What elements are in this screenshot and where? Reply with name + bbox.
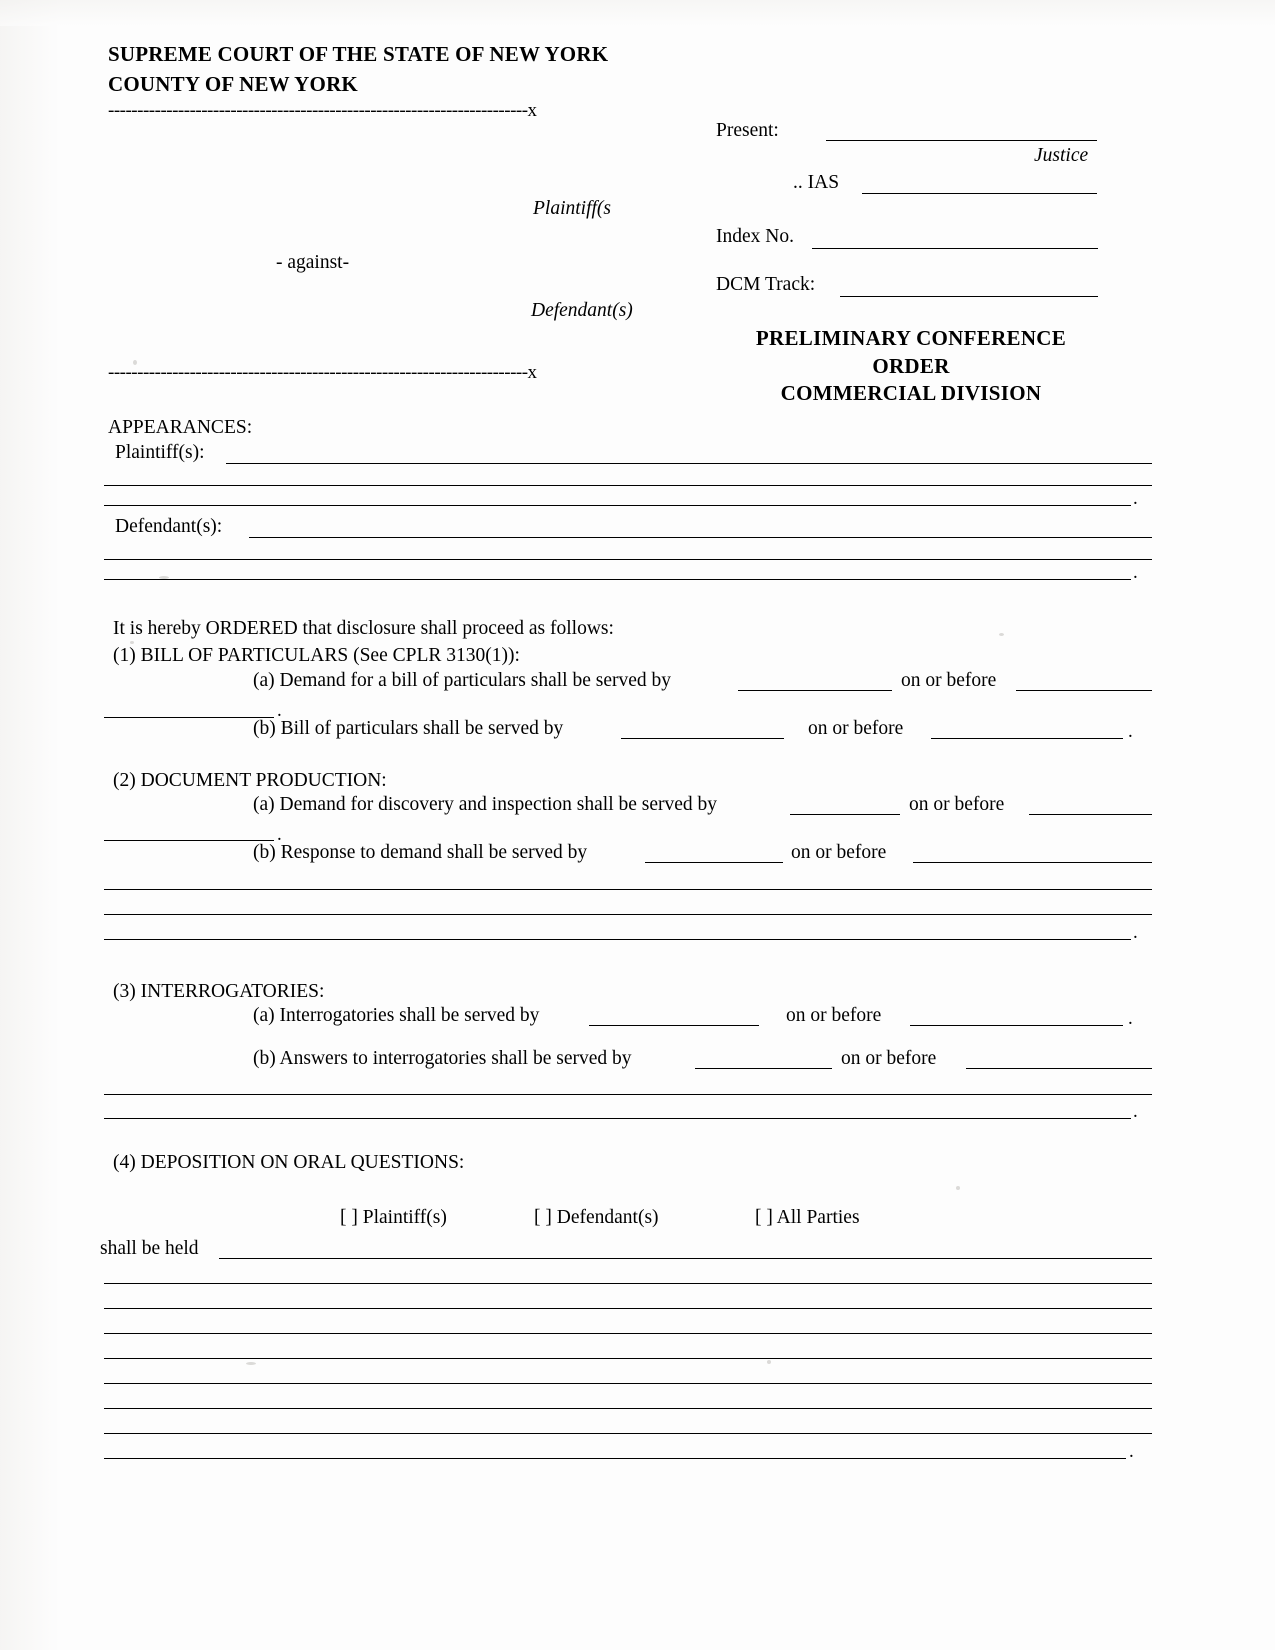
shall-be-held-line-6[interactable]	[104, 1383, 1152, 1384]
ias-label: .. IAS	[793, 172, 840, 193]
section-1a-prefix: (a) Demand for a bill of particulars shall be served by	[253, 670, 672, 691]
section-4-heading: (4) DEPOSITION ON ORAL QUESTIONS:	[113, 1152, 465, 1173]
appearances-defendant-line-1[interactable]	[249, 537, 1152, 538]
scan-speck	[130, 641, 134, 644]
section-3a-prefix: (a) Interrogatories shall be served by	[253, 1005, 540, 1026]
appearances-plaintiff-label: Plaintiff(s):	[115, 442, 205, 463]
section-2a-date2-cont[interactable]	[104, 840, 274, 841]
section-1b-date2[interactable]	[931, 738, 1123, 739]
section-2-extra-line-1[interactable]	[104, 889, 1152, 890]
plaintiff-label: Plaintiff(s	[533, 198, 611, 219]
section-3-heading: (3) INTERROGATORIES:	[113, 981, 325, 1002]
section-1a-period: .	[277, 700, 282, 721]
present-field[interactable]	[826, 140, 1097, 141]
section-1b-period: .	[1128, 721, 1133, 742]
appearances-plaintiff-line-1[interactable]	[226, 463, 1152, 464]
checkbox-defendants[interactable]: [ ] Defendant(s)	[534, 1207, 659, 1228]
section-3b-date2[interactable]	[966, 1068, 1152, 1069]
section-1b-mid: on or before	[808, 718, 904, 739]
section-2a-date1[interactable]	[790, 814, 900, 815]
section-1a-date1[interactable]	[738, 690, 892, 691]
section-3b-date1[interactable]	[695, 1068, 832, 1069]
appearances-defendant-line-2[interactable]	[104, 559, 1152, 560]
appearances-defendant-label: Defendant(s):	[115, 516, 223, 537]
scan-edge-top	[0, 0, 1275, 26]
section-3a-date1[interactable]	[589, 1025, 759, 1026]
section-1b-prefix: (b) Bill of particulars shall be served by	[253, 718, 564, 739]
appearances-defendant-line-3[interactable]	[104, 579, 1131, 580]
dcm-field[interactable]	[840, 296, 1098, 297]
scan-edge-left	[0, 0, 60, 1650]
ias-field[interactable]	[862, 193, 1097, 194]
section-2-extra-line-3[interactable]	[104, 939, 1131, 940]
section-2b-date2[interactable]	[913, 862, 1152, 863]
against-label: - against-	[276, 252, 350, 273]
section-2a-date2[interactable]	[1029, 814, 1152, 815]
section-2-heading: (2) DOCUMENT PRODUCTION:	[113, 770, 387, 791]
checkbox-all-parties[interactable]: [ ] All Parties	[755, 1207, 860, 1228]
shall-be-held-line-3[interactable]	[104, 1308, 1152, 1309]
appearances-heading: APPEARANCES:	[108, 417, 253, 438]
section-3a-mid: on or before	[786, 1005, 882, 1026]
shall-be-held-label: shall be held	[100, 1238, 199, 1259]
section-2b-mid: on or before	[791, 842, 887, 863]
court-name: SUPREME COURT OF THE STATE OF NEW YORK	[108, 42, 609, 66]
section-2b-prefix: (b) Response to demand shall be served by	[253, 842, 588, 863]
index-field[interactable]	[812, 248, 1098, 249]
shall-be-held-line-9[interactable]	[104, 1458, 1126, 1459]
section-2a-prefix: (a) Demand for discovery and inspection shall be served by	[253, 794, 718, 815]
section-1a-date2[interactable]	[1016, 690, 1152, 691]
form-title-line1: PRELIMINARY CONFERENCE	[755, 326, 1067, 350]
section-3a-date2[interactable]	[910, 1025, 1123, 1026]
section-1a-mid: on or before	[901, 670, 997, 691]
section-2b-date1[interactable]	[645, 862, 783, 863]
shall-be-held-line-1[interactable]	[219, 1258, 1152, 1259]
index-label: Index No.	[716, 226, 794, 247]
form-title-line3: COMMERCIAL DIVISION	[780, 381, 1042, 405]
section-2-period: .	[1133, 922, 1138, 943]
section-2-extra-line-2[interactable]	[104, 914, 1152, 915]
deposition-period: .	[1129, 1441, 1134, 1462]
section-1a-date2-cont[interactable]	[104, 717, 274, 718]
section-3b-mid: on or before	[841, 1048, 937, 1069]
section-3a-period: .	[1128, 1008, 1133, 1029]
defendant-label: Defendant(s)	[531, 300, 633, 321]
caption-divider-bottom: ------------------------------------------------------------------------x	[108, 362, 537, 383]
scan-speck	[999, 633, 1004, 636]
section-2a-mid: on or before	[909, 794, 1005, 815]
appearances-defendant-period: .	[1133, 562, 1138, 583]
present-label: Present:	[716, 120, 779, 141]
county-name: COUNTY OF NEW YORK	[108, 72, 358, 96]
ordered-intro: It is hereby ORDERED that disclosure shall proceed as follows:	[113, 618, 614, 639]
shall-be-held-line-8[interactable]	[104, 1433, 1152, 1434]
caption-divider-top: ------------------------------------------------------------------------x	[108, 100, 537, 121]
form-title-line2: ORDER	[872, 354, 950, 378]
section-1b-date1[interactable]	[621, 738, 784, 739]
shall-be-held-line-2[interactable]	[104, 1283, 1152, 1284]
appearances-plaintiff-period: .	[1133, 488, 1138, 509]
section-1-heading: (1) BILL OF PARTICULARS (See CPLR 3130(1)):	[113, 645, 520, 666]
appearances-plaintiff-line-2[interactable]	[104, 485, 1152, 486]
scan-speck	[767, 1360, 771, 1364]
dcm-label: DCM Track:	[716, 274, 816, 295]
checkbox-plaintiffs[interactable]: [ ] Plaintiff(s)	[340, 1207, 447, 1228]
shall-be-held-line-5[interactable]	[104, 1358, 1152, 1359]
shall-be-held-line-4[interactable]	[104, 1333, 1152, 1334]
section-3-extra-line-1[interactable]	[104, 1094, 1152, 1095]
section-3-extra-line-2[interactable]	[104, 1118, 1131, 1119]
section-3-period: .	[1133, 1101, 1138, 1122]
section-3b-prefix: (b) Answers to interrogatories shall be served by	[253, 1048, 632, 1069]
appearances-plaintiff-line-3[interactable]	[104, 505, 1131, 506]
shall-be-held-line-7[interactable]	[104, 1408, 1152, 1409]
justice-label: Justice	[1034, 145, 1089, 166]
scan-speck	[956, 1186, 960, 1190]
section-2a-period: .	[277, 824, 282, 845]
scan-speck	[246, 1362, 256, 1365]
